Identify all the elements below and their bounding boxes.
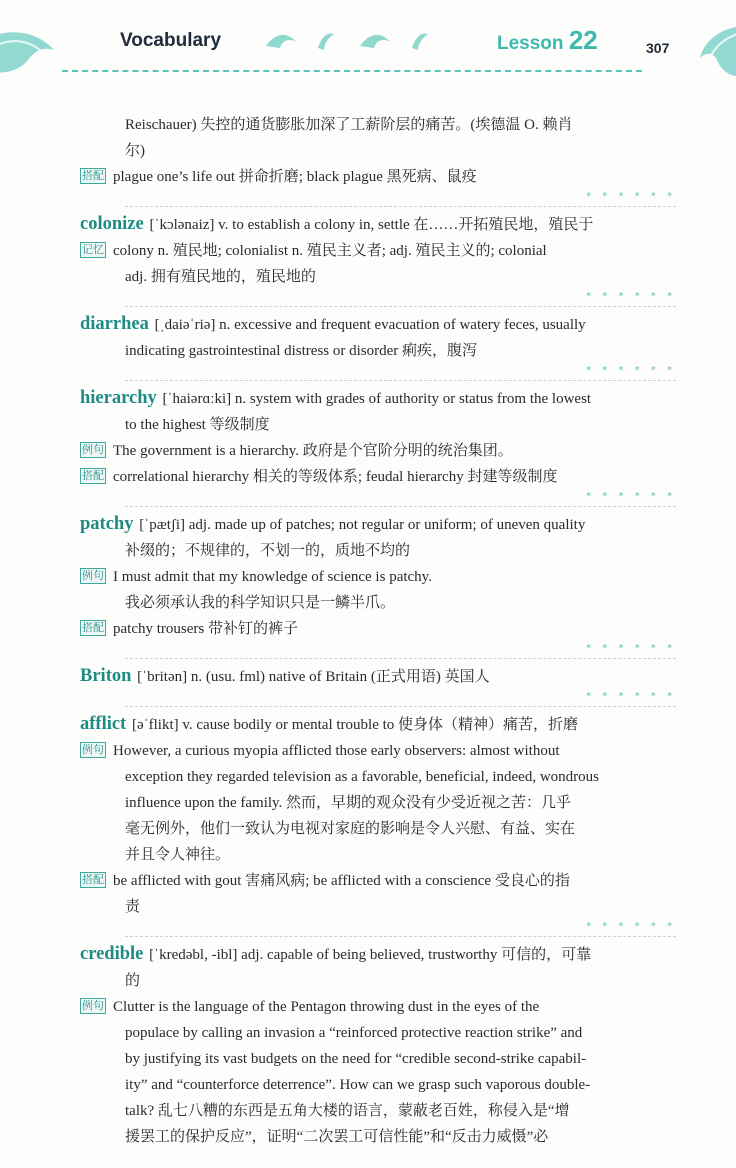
entry-separator — [125, 490, 676, 507]
entry-headword-line — [80, 211, 676, 238]
entry-headword-line — [80, 941, 676, 968]
tag-badge: 记忆 — [82, 243, 104, 256]
star-divider: * * * * * * — [586, 921, 676, 932]
body-line: influence upon the family. 然而，早期的观众没有少受近视之苦：几乎 — [125, 795, 572, 811]
tag-badge: 搭配 — [82, 621, 104, 634]
tagged-line — [80, 464, 676, 490]
entry-separator — [125, 290, 676, 307]
headword: colonize — [80, 214, 144, 234]
entry-separator — [125, 364, 676, 381]
tagged-line — [80, 164, 676, 190]
star-divider: * * * * * * — [586, 643, 676, 654]
headword: diarrhea — [80, 314, 149, 334]
page-header — [0, 0, 736, 80]
tagged-line — [80, 994, 676, 1020]
tag-text: Clutter is the language of the Pentagon throwing dust in the eyes of the — [113, 999, 540, 1015]
body-line: 我必须承认我的科学知识只是一鳞半爪。 — [125, 595, 396, 611]
body-line: 尔) — [125, 143, 145, 159]
entry-separator — [125, 690, 676, 707]
definition-text: [ˈkredəbl, -ibl] adj. capable of being believed, trustworthy 可信的，可靠 — [145, 947, 592, 963]
tag-text: be afflicted with gout 害痛风病; be afflicted with a conscience 受良心的指 — [113, 873, 570, 889]
section-title: Vocabulary — [120, 30, 222, 51]
star-divider: * * * * * * — [586, 191, 676, 202]
tag-text: patchy trousers 带补钉的裤子 — [113, 621, 298, 637]
star-divider: * * * * * * — [586, 365, 676, 376]
headword: hierarchy — [80, 388, 157, 408]
entry-headword-line — [80, 311, 676, 338]
tag-text: correlational hierarchy 相关的等级体系; feudal hierarchy 封建等级制度 — [113, 469, 558, 485]
headword: Briton — [80, 666, 132, 686]
tag-text: I must admit that my knowledge of science is patchy. — [113, 569, 432, 585]
entry-separator — [125, 642, 676, 659]
entry-headword-line — [80, 511, 676, 538]
body-line: 的 — [125, 973, 141, 989]
tag-badge: 例句 — [82, 569, 104, 582]
body-line: 并且令人神往。 — [125, 847, 231, 863]
body-line: indicating gastrointestinal distress or disorder 痢疾，腹泻 — [125, 343, 478, 359]
entry-headword-line — [80, 663, 676, 690]
vocabulary-body — [80, 112, 676, 1150]
tagged-line — [80, 868, 676, 894]
page-number: 307 — [646, 40, 670, 56]
body-line: 毫无例外，他们一致认为电视对家庭的影响是令人兴慰、有益、实在 — [125, 821, 576, 837]
entry-headword-line — [80, 711, 676, 738]
headword: patchy — [80, 514, 134, 534]
tag-badge: 搭配 — [82, 469, 104, 482]
wave-decoration-icon — [0, 28, 64, 78]
definition-text: [ˈbritən] n. (usu. fml) native of Britain (正式用语) 英国人 — [133, 669, 490, 685]
body-line: ity” and “counterforce deterrence”. How can we grasp such vaporous double- — [125, 1077, 591, 1093]
tag-badge: 例句 — [82, 999, 104, 1012]
star-divider: * * * * * * — [586, 291, 676, 302]
tagged-line — [80, 616, 676, 642]
body-line: 援罢工的保护反应”，证明“二次罢工可信性能”和“反击力威慑”必 — [125, 1129, 549, 1145]
tag-text: The government is a hierarchy. 政府是个官阶分明的统治集团。 — [113, 443, 513, 459]
lesson-number: 22 — [568, 25, 598, 55]
tag-badge: 例句 — [82, 743, 104, 756]
header-divider — [62, 70, 642, 72]
lesson-label — [497, 25, 598, 56]
tag-text: colony n. 殖民地; colonialist n. 殖民主义者; adj. 殖民主义的; colonial — [113, 243, 547, 259]
body-line: 责 — [125, 899, 141, 915]
entry-separator — [125, 190, 676, 207]
entry-separator — [125, 920, 676, 937]
tagged-line — [80, 238, 676, 264]
wave-decoration-icon — [682, 22, 736, 82]
body-line: adj. 拥有殖民地的，殖民地的 — [125, 269, 316, 285]
star-divider: * * * * * * — [586, 491, 676, 502]
tagged-line — [80, 438, 676, 464]
definition-text: [ˌdaiəˈriə] n. excessive and frequent evacuation of watery feces, usually — [150, 317, 586, 333]
tag-badge: 搭配 — [82, 169, 104, 182]
entry-headword-line — [80, 385, 676, 412]
definition-text: [əˈflikt] v. cause bodily or mental trouble to 使身体（精神）痛苦，折磨 — [128, 717, 579, 733]
tag-badge: 例句 — [82, 443, 104, 456]
body-line: Reischauer) 失控的通货膨胀加深了工薪阶层的痛苦。(埃德温 O. 赖肖 — [125, 117, 573, 133]
definition-text: [ˈpætʃi] adj. made up of patches; not regular or uniform; of uneven quality — [135, 517, 586, 533]
body-line: by justifying its vast budgets on the need for “credible second-strike capabil- — [125, 1051, 587, 1067]
body-line: to the highest 等级制度 — [125, 417, 270, 433]
body-line: populace by calling an invasion a “reinforced protective reaction strike” and — [125, 1025, 583, 1041]
headword: afflict — [80, 714, 127, 734]
body-line: talk? 乱七八糟的东西是五角大楼的语言，蒙蔽老百姓，称侵入是“增 — [125, 1103, 570, 1119]
star-divider: * * * * * * — [586, 691, 676, 702]
headword: credible — [80, 944, 144, 964]
tag-text: However, a curious myopia afflicted those early observers: almost without — [113, 743, 560, 759]
tagged-line — [80, 564, 676, 590]
definition-text: [ˈhaiərɑːki] n. system with grades of authority or status from the lowest — [158, 391, 592, 407]
tag-text: plague one’s life out 拼命折磨; black plague 黑死病、鼠疫 — [113, 169, 477, 185]
definition-text: [ˈkɔlənaiz] v. to establish a colony in, settle 在……开拓殖民地，殖民于 — [145, 217, 594, 233]
body-line: 补缀的；不规律的，不划一的，质地不均的 — [125, 543, 411, 559]
body-line: exception they regarded television as a favorable, beneficial, indeed, wondrous — [125, 769, 599, 785]
tagged-line — [80, 738, 676, 764]
tag-badge: 搭配 — [82, 873, 104, 886]
lesson-word: Lesson — [497, 33, 564, 54]
wave-ornament-icon — [262, 26, 452, 54]
